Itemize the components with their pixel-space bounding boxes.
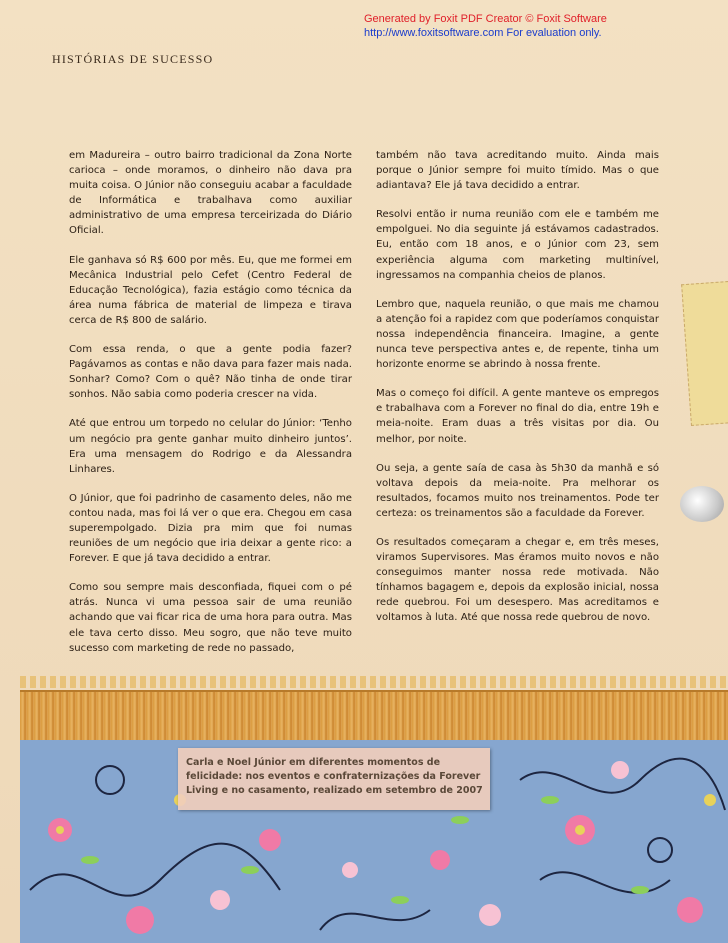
leaf bbox=[391, 896, 409, 904]
ribbon-stitch bbox=[20, 676, 728, 688]
foxit-watermark bbox=[364, 12, 607, 40]
flower-pink bbox=[259, 829, 281, 851]
photo-caption-label bbox=[178, 748, 490, 810]
flower-center bbox=[56, 826, 64, 834]
paragraph: em Madureira – outro bairro tradicional da Zona Norte carioca – onde moramos, o dinheiro não dava pra muita coisa. O Júnior não conseguiu acabar a faculdade de Informática e trabalhava como auxiliar administrativo de uma empresa terceirizada do Diário Oficial. bbox=[69, 150, 352, 237]
watermark-line-1: Generated by Foxit PDF Creator © Foxit Software bbox=[364, 13, 607, 25]
flower-pink bbox=[430, 850, 450, 870]
paragraph: Resolvi então ir numa reunião com ele e também me empolguei. No dia seguinte já estávamos cadastrados. Eu, então com 18 anos, e o Júnior com 23, sem experiência alguma com marketing multinível, ingressamos na companhia cheios de planos. bbox=[376, 209, 659, 281]
decorative-card bbox=[681, 280, 728, 426]
paragraph: também não tava acreditando muito. Ainda mais porque o Júnior sempre foi muito tímido. Mas o que adiantava? Ele já tava decidido a entrar. bbox=[376, 150, 659, 192]
paragraph: O Júnior, que foi padrinho de casamento deles, não me contou nada, mas foi lá ver o que era. Chegou em casa superempolgado. Dizia pra mim que foi numas reuniões de um negócio que iria deixar a gente rico: a Forever. E que já tava decidido a entrar. bbox=[69, 492, 352, 565]
flower-light bbox=[342, 862, 358, 878]
text-column-left bbox=[69, 148, 352, 670]
paragraph: Ele ganhava só R$ 600 por mês. Eu, que me formei em Mecânica Industrial pelo Cefet (Centro Federal de Educação Tecnológica), fazia estágio como técnica da área numa fábrica de material de limpeza e tirava cerca de R$ 800 de salário. bbox=[69, 254, 352, 326]
flower-yellow bbox=[704, 794, 716, 806]
flower-pink bbox=[126, 906, 154, 934]
leaf bbox=[631, 886, 649, 894]
paragraph: Mas o começo foi difícil. A gente manteve os empregos e trabalhava com a Forever no final do dia, entre 19h e meia-noite. Eram duas a três visitas por dia. Ou melhor, por noite. bbox=[376, 388, 659, 445]
paragraph: Os resultados começaram a chegar e, em três meses, viramos Supervisores. Mas éramos muito novos e não conseguimos manter nossa rede motivada. Não tínhamos bagagem e, depois da explosão inicial, nossa rede quebrou. Foi um desespero. Mas acreditamos e voltamos à luta. Até que nossa rede quebrou de novo. bbox=[376, 536, 659, 624]
leaf bbox=[81, 856, 99, 864]
vine-curl bbox=[648, 838, 672, 862]
leaf bbox=[241, 866, 259, 874]
leaf bbox=[451, 816, 469, 824]
vine-swirl bbox=[540, 872, 670, 892]
photo-caption: Carla e Noel Júnior em diferentes momentos de felicidade: nos eventos e confraternizações da Forever Living e no casamento, realizado em setembro de 2007 bbox=[186, 757, 483, 796]
flower-center bbox=[575, 825, 585, 835]
watermark-line-2: http://www.foxitsoftware.com For evaluation only. bbox=[364, 27, 602, 39]
paragraph: Lembro que, naquela reunião, o que mais me chamou a atenção foi a rapidez com que poderíamos conquistar nossa independência financeira. Imagine, a gente nunca teve perspectiva antes e, de repente, tinha um horizonte enorme se abrindo à nossa frente. bbox=[376, 298, 659, 371]
flower-light bbox=[210, 890, 230, 910]
woven-ribbon bbox=[20, 690, 728, 744]
flower-light bbox=[611, 761, 629, 779]
paragraph: Como sou sempre mais desconfiada, fiquei com o pé atrás. Nunca vi uma pessoa sair de uma reunião achando que vai ficar rica de uma hora para outra. Mas ele tava certo disso. Meu sogro, que não teve muito sucesso com marketing de rede no passado, bbox=[69, 582, 352, 654]
paragraph: Com essa renda, o que a gente podia fazer? Pagávamos as contas e não dava para fazer mais nada. Sonhar? Como? Com o quê? Não tinha de onde tirar sonhos. Não sabia como poderia crescer na vida. bbox=[69, 344, 352, 401]
vine-curl bbox=[96, 766, 124, 794]
paragraph: Até que entrou um torpedo no celular do Júnior: ‘Tenho um negócio pra gente ganhar muito dinheiro juntos’. Era uma mensagem do Rodrigo e da Alessandra Linhares. bbox=[69, 418, 352, 475]
text-column-right bbox=[376, 148, 659, 640]
flower-pink bbox=[677, 897, 703, 923]
decorative-ring bbox=[680, 486, 724, 522]
leaf bbox=[541, 796, 559, 804]
paragraph: Ou seja, a gente saía de casa às 5h30 da manhã e só voltava depois da meia-noite. Pra melhorar os resultados, focamos muito nos treinamentos. Pode ter certeza: os treinamentos são a faculdade da Forever. bbox=[376, 462, 659, 519]
section-title: HISTÓRIAS DE SUCESSO bbox=[52, 52, 214, 66]
flower-light bbox=[479, 904, 501, 926]
vine-swirl bbox=[320, 910, 430, 930]
